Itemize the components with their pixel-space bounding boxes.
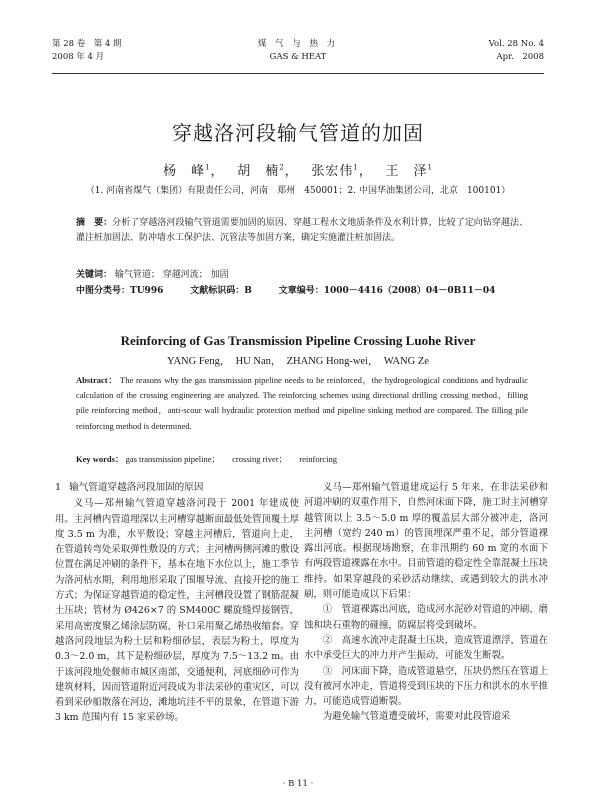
keyword: 加固 (210, 270, 229, 280)
issue-date-cn: 2008 年 4 月 (52, 52, 105, 62)
body-paragraph: 义马—郑州输气管道建成运行 5 年来，在非法采砂和河道冲刷的双重作用下，自然河床面下降，施工时主河槽穿越管顶以上 3.5～5.0 m 厚的覆盖层大部分被冲走，洛河主河槽（宽约 240 m）的管顶埋深严重不足，部分管道裸露出河底。根据现场勘察，在非汛期约 60 m 宽的水面下有两段管道裸露在水中。目前管道的稳定性全靠混凝土压块维持。如果穿越段的采砂活动继续，或遇到较大的洪水冲刷，则可能造成以下后果： (304, 482, 548, 601)
author: 张宏伟$^1$ (311, 163, 359, 179)
section-heading: 1 输气管道穿越洛河段加固的原因 (55, 482, 204, 493)
journal-volume-info-en (489, 38, 544, 64)
body-paragraph: 为避免输气管道遭受破坏，需要对此段管道采 (322, 711, 511, 723)
abstract-cn-text: 分析了穿越洛河段输气管道需要加固的原因、穿越工程水文地质条件及水利计算，比较了定向钻穿越法、灌注桩加固法、防冲墙水工保护法、沉管法等加固方案，确定实施灌注桩加固法。 (76, 218, 528, 243)
keywords-en-label: Key words： (76, 454, 124, 464)
author: 胡 楠$^2$ (237, 163, 285, 179)
author: 王 泽$^1$ (385, 163, 433, 179)
abstract-cn (76, 216, 528, 246)
body-paragraph: 义马—郑州输气管道穿越洛河段于 2001 年建成使用。主河槽内管道埋深以主河槽穿越断面最低处管顶覆土厚度 3.5 m 为准，水平敷设；穿越主河槽后，管道向上走，在管道转弯处采取弹性敷设的方式；主河槽两侧河滩的敷设位置在满足冲刷的条件下，基本在地下水位以上，施工季节为洛河枯水期，利用地形采取了围堰导流、直接开挖的施工方式；为保证穿越管道的稳定性，主河槽段设置了钢筋混凝土压块；管材为 Ø426×7 的 SM400C 螺旋缝焊接钢管，采用高密度聚乙烯涂层防腐，补口采用聚乙烯热收缩套。穿越洛河段地层为粉土层和粉细砂层，表层为粉土，厚度为 0.3～2.0 m，其下是粉细砂层，厚度为 7.5～13.2 m。由于该河段地处偃师市城区南部，交通便利，河底细砂可作为建筑材料，因而管道附近河段成为非法采砂的重灾区，可以看到采砂船散落在河边，滩地坑洼不平的景象，在管道下游 3 km 范围内有 15 家采砂场。 (55, 498, 299, 724)
affiliation: （1. 河南省煤气（集团）有限责任公司，河南 郑州 450001；2. 中国华油集团公司，北京 100101） (85, 186, 511, 196)
author: 杨 峰$^1$ (163, 163, 211, 179)
volume-issue-en: Vol. 28 No. 4 (488, 39, 544, 49)
article-number: 文章编号：1000－4416（2008）04－0B11－04 (278, 286, 496, 296)
header-rule (52, 73, 544, 74)
keywords-en (76, 453, 528, 465)
abstract-cn-label: 摘 要： (76, 218, 113, 228)
journal-name-cn: 煤 气 与 热 力 (257, 39, 339, 49)
body-column-right (304, 480, 548, 725)
keyword: 穿越河流； (162, 270, 208, 280)
abstract-en (76, 373, 528, 434)
paper-title-en: Reinforcing of Gas Transmission Pipeline Crossing Luohe River (120, 333, 476, 348)
paper-title: 穿越洛河段输气管道的加固 (172, 121, 424, 145)
document-code: 文献标识码：B (190, 286, 252, 296)
classification-line (76, 283, 528, 296)
keyword-en: gas transmission pipeline； (125, 454, 221, 464)
abstract-en-label: Abstract： (76, 375, 118, 385)
keyword: 输气管道； (114, 270, 160, 280)
body-paragraph: ② 高速水流冲走混凝土压块，造成管道漂浮，管道在水中承受巨大的冲力并产生振动，可能发生断裂。 (304, 634, 548, 662)
abstract-en-text: The reasons why the gas transmission pipeline needs to be reinforced，the hydrogeological conditions and hydraulic calculation of the crossing engineering are analyzed. The reinforcing schemes using directional drilling crossing method，filling pile reinforcing method，anti-scour wall hydraulic protection method and pipeline sinking method are compared. The filling pile reinforcing method is determined. (76, 375, 528, 431)
author-list-en: YANG Feng， HU Nan， ZHANG Hong-wei， WANG Ze (167, 356, 429, 367)
body-column-left (55, 480, 299, 726)
body-paragraph: ③ 河床面下降，造成管道悬空，压块仍然压在管道上没有被河水冲走，管道将受到压块的下压力和洪水的水平推力，可能造成管道断裂。 (304, 665, 548, 708)
issue-date-en: Apr. 2008 (496, 52, 544, 62)
running-header (52, 38, 544, 68)
keyword-en: crossing river； (232, 454, 288, 464)
keywords-cn (76, 267, 528, 280)
journal-name (52, 38, 544, 64)
author-list: 杨 峰$^1$， 胡 楠$^2$， 张宏伟$^1$， 王 泽$^1$ (163, 163, 433, 179)
keywords-cn-label: 关键词： (76, 270, 113, 280)
page-number: · B 11 · (282, 779, 314, 789)
clc-number: 中图分类号：TU996 (76, 286, 164, 296)
keyword-en: reinforcing (299, 454, 338, 464)
body-paragraph: ① 管道裸露出河底，造成河水泥砂对管道的冲刷、磨蚀和块石重物的碰撞，防腐层将受到破坏。 (304, 604, 548, 631)
journal-name-en: GAS & HEAT (269, 52, 327, 62)
volume-issue: 第 28 卷 第 4 期 (52, 39, 122, 49)
